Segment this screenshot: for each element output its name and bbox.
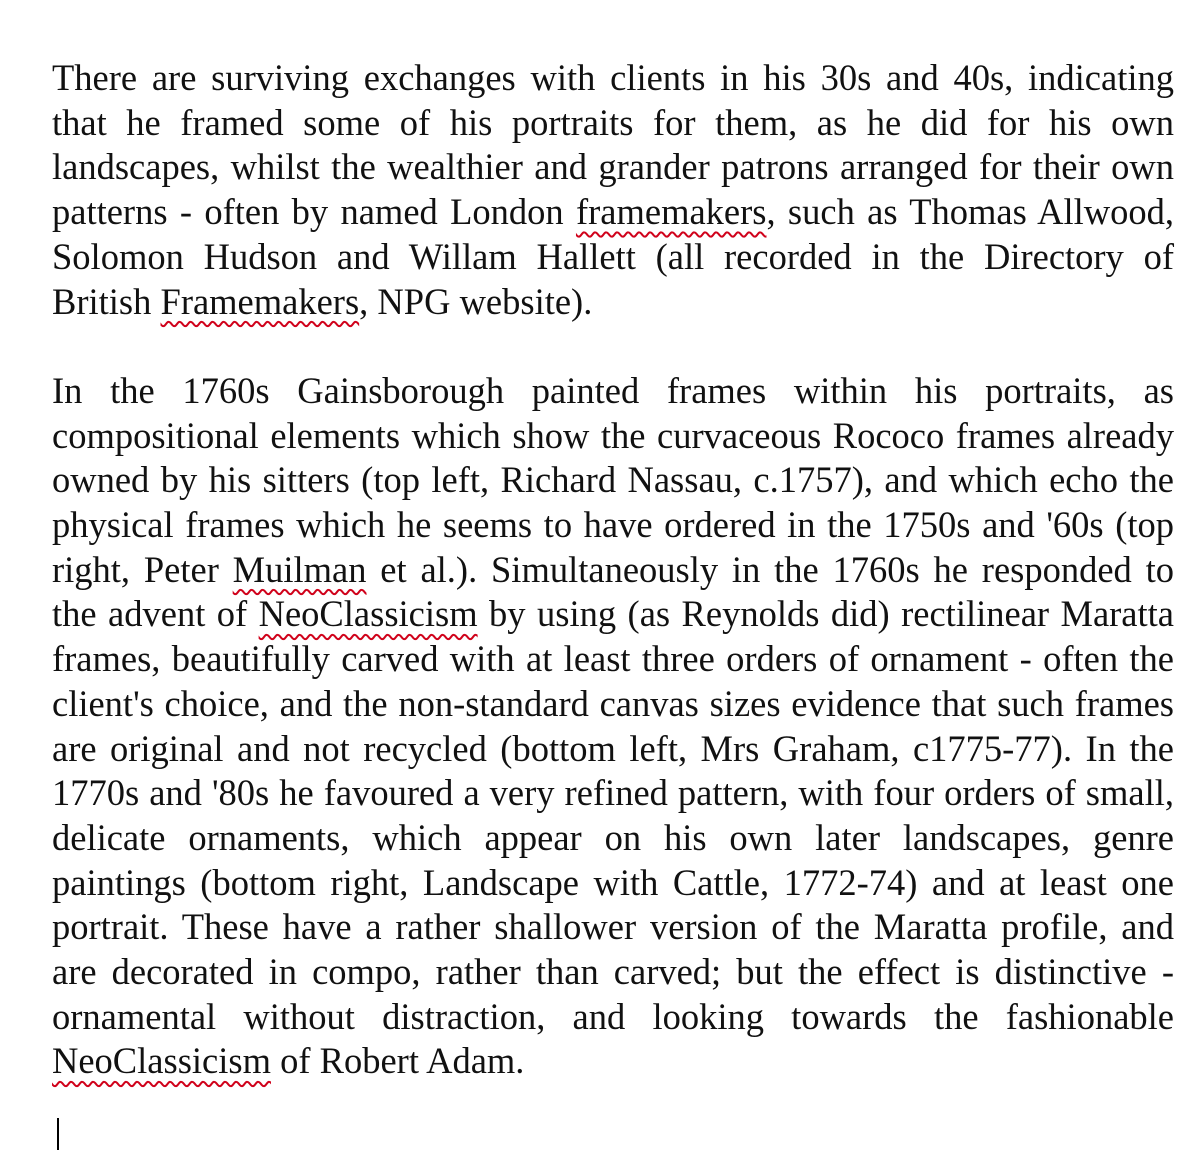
misspelled-word[interactable]: Muilman xyxy=(232,548,367,590)
text-cursor xyxy=(57,1118,59,1150)
text-run: of Robert Adam. xyxy=(270,1040,525,1082)
misspelled-word[interactable]: Framemakers xyxy=(160,280,360,322)
text-run: There are surviving exchanges with clients in his 30s and 40s, indicating that he framed some of his portraits for them, as he did for his own landscapes, whilst the wealthier and grander patrons arranged for their own patterns - often by named London xyxy=(52,57,1174,233)
text-run: , NPG website). xyxy=(359,280,593,322)
document-body[interactable] xyxy=(52,56,1174,1084)
text-run: et al.). Simultaneously in the 1760s he responded to the advent of xyxy=(52,548,1174,635)
text-run: In the 1760s Gainsborough painted frames within his portraits, as compositional elements which show the curvaceous Rococo frames already owned by his sitters (top left, Richard Nassau, c.1757), and which echo the physical frames which he seems to have ordered in the 1750s and '60s (top right, Peter xyxy=(52,369,1174,590)
paragraph-1 xyxy=(52,56,1174,324)
misspelled-word[interactable]: NeoClassicism xyxy=(52,1040,271,1082)
misspelled-word[interactable]: framemakers xyxy=(575,191,767,233)
text-run: by using (as Reynolds did) rectilinear Maratta frames, beautifully carved with at least three orders of ornament - often the client's choice, and the non-standard canvas sizes evidence that such frames are original and not recycled (bottom left, Mrs Graham, c1775-77). In the 1770s and '80s he favoured a very refined pattern, with four orders of small, delicate ornaments, which appear on his own later landscapes, genre paintings (bottom right, Landscape with Cattle, 1772-74) and at least one portrait. These have a rather shallower version of the Maratta profile, and are decorated in compo, rather than carved; but the effect is distinctive - ornamental without distraction, and looking towards the fashionable xyxy=(52,593,1174,1037)
misspelled-word[interactable]: NeoClassicism xyxy=(258,593,478,635)
text-run: , such as Thomas Allwood, Solomon Hudson and Willam Hallett (all recorded in the Directory of British xyxy=(52,191,1174,322)
paragraph-2 xyxy=(52,369,1174,1084)
